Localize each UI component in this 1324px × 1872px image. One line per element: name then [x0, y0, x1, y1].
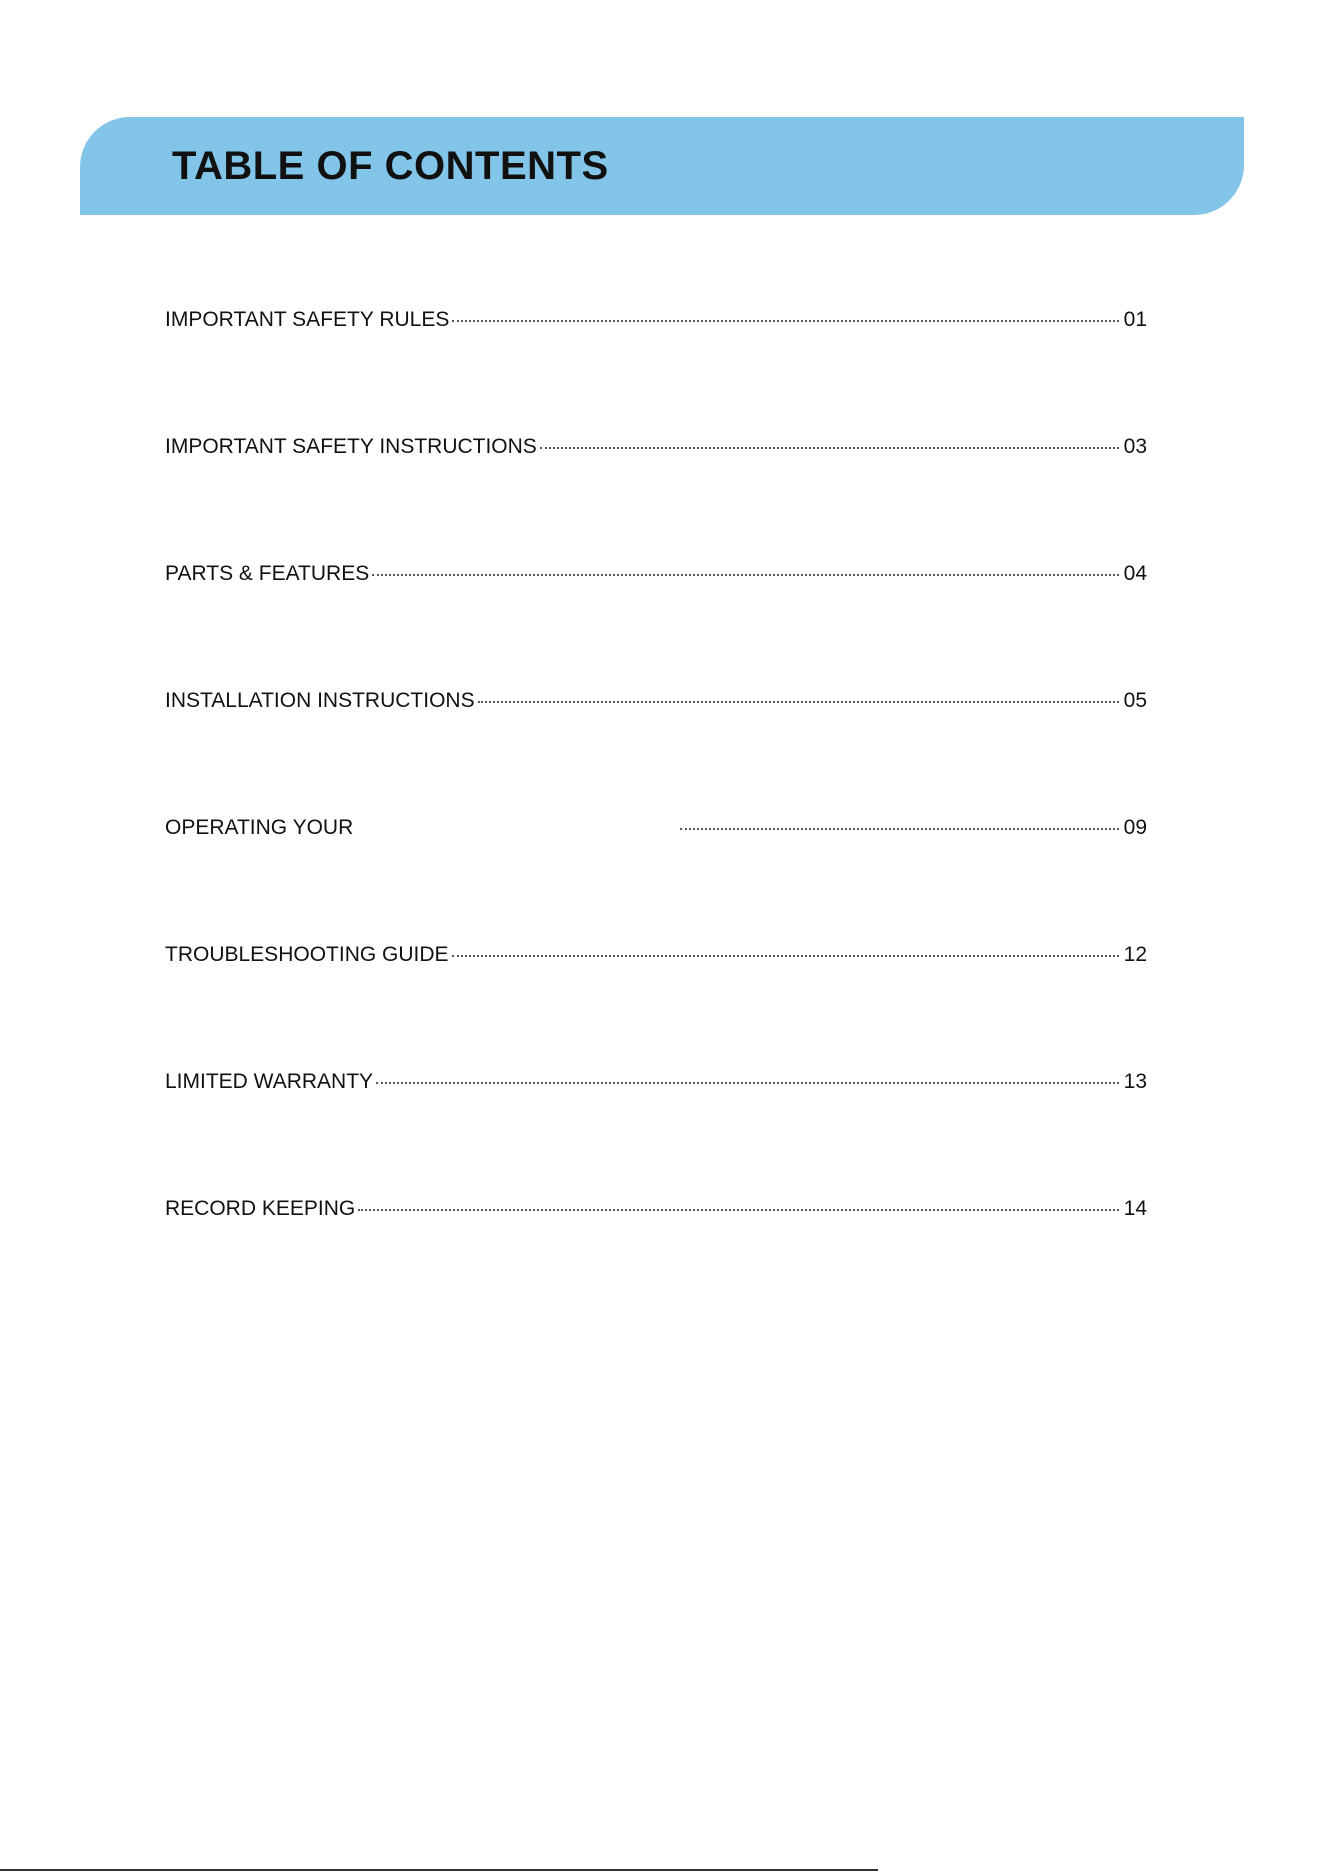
dot-leader [452, 955, 1119, 957]
toc-entry-important-safety-instructions[interactable] [165, 427, 1147, 554]
dot-leader [540, 447, 1119, 449]
toc-entry-operating-your[interactable] [165, 808, 1147, 935]
page-title: TABLE OF CONTENTS [172, 144, 609, 188]
toc-entry-record-keeping[interactable] [165, 1189, 1147, 1316]
toc-entry-page: 09 [1123, 816, 1147, 839]
toc-entry-important-safety-rules[interactable] [165, 300, 1147, 427]
toc-entry-title: PARTS & FEATURES [165, 562, 370, 585]
toc-entry-title: IMPORTANT SAFETY INSTRUCTIONS [165, 435, 537, 458]
dot-leader [680, 828, 1119, 830]
toc-entry-title: TROUBLESHOOTING GUIDE [165, 943, 449, 966]
toc-entry-page: 03 [1123, 435, 1147, 458]
toc-entry-title: INSTALLATION INSTRUCTIONS [165, 689, 475, 712]
dot-leader [478, 701, 1119, 703]
toc-entry-installation-instructions[interactable] [165, 681, 1147, 808]
table-of-contents [165, 300, 1147, 1316]
toc-entry-page: 13 [1123, 1070, 1147, 1093]
toc-entry-page: 12 [1123, 943, 1147, 966]
toc-entry-parts-features[interactable] [165, 554, 1147, 681]
footer-rule [0, 1869, 878, 1871]
header-band [80, 117, 1244, 215]
toc-entry-troubleshooting-guide[interactable] [165, 935, 1147, 1062]
toc-entry-title: OPERATING YOUR [165, 816, 354, 839]
toc-entry-title: IMPORTANT SAFETY RULES [165, 308, 450, 331]
toc-entry-title: RECORD KEEPING [165, 1197, 356, 1220]
toc-entry-page: 04 [1123, 562, 1147, 585]
toc-entry-page: 01 [1123, 308, 1147, 331]
toc-entry-title: LIMITED WARRANTY [165, 1070, 374, 1093]
toc-entry-page: 05 [1123, 689, 1147, 712]
dot-leader [452, 320, 1119, 322]
toc-entry-limited-warranty[interactable] [165, 1062, 1147, 1189]
dot-leader [358, 1209, 1119, 1211]
dot-leader [376, 1082, 1119, 1084]
dot-leader [372, 574, 1119, 576]
toc-entry-page: 14 [1123, 1197, 1147, 1220]
